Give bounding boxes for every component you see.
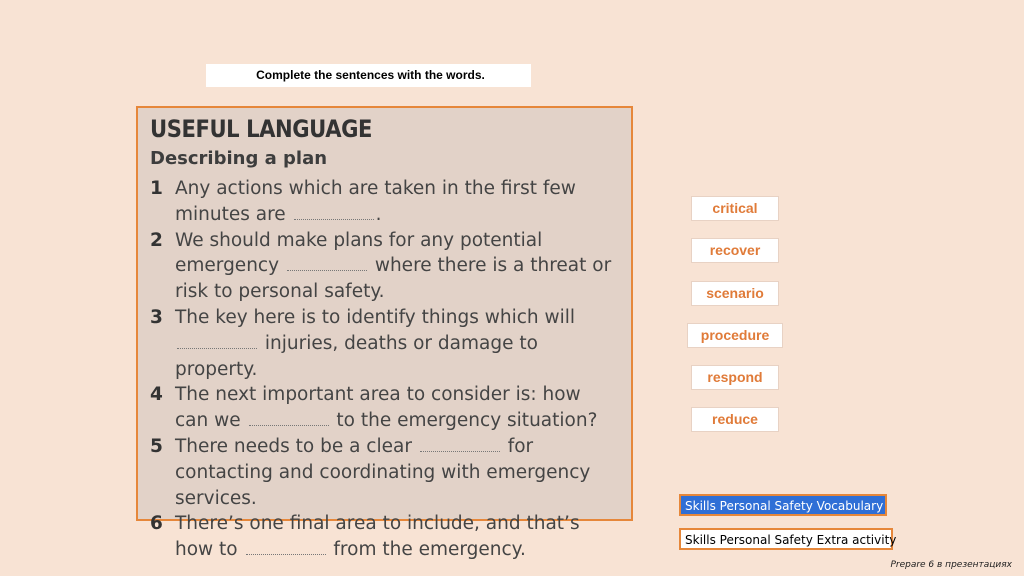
sentence-text: from the emergency. <box>333 539 526 561</box>
sentence-item <box>150 511 617 563</box>
sentence-text: We should make plans for any potential emergency <box>175 229 543 277</box>
sentence-text: There’s one final area to include, and that’s how to <box>175 513 580 561</box>
vocabulary-link-button[interactable]: Skills Personal Safety Vocabulary <box>679 494 887 516</box>
word-card-reduce[interactable]: reduce <box>691 407 779 432</box>
extra-activity-link-button[interactable]: Skills Personal Safety Extra activity <box>679 528 893 550</box>
sentence-number: 4 <box>150 384 163 406</box>
sentence-text: There needs to be a clear <box>175 435 412 457</box>
sentence-text: injuries, deaths or damage to property. <box>175 332 538 380</box>
sentence-text: The next important area to consider is: how can we <box>175 384 581 432</box>
sentence-item <box>150 176 617 228</box>
sentence-item <box>150 305 617 382</box>
answer-blank[interactable] <box>249 411 329 426</box>
word-card-critical[interactable]: critical <box>691 196 779 221</box>
sentence-item <box>150 434 617 511</box>
sentence-text: The key here is to identify things which will <box>175 306 576 328</box>
sentence-number: 5 <box>150 435 163 457</box>
word-card-recover[interactable]: recover <box>691 238 779 263</box>
sentence-item <box>150 382 617 434</box>
footer-note: Prepare 6 в презентациях <box>890 560 1012 570</box>
word-card-procedure[interactable]: procedure <box>687 323 783 348</box>
word-card-respond[interactable]: respond <box>691 365 779 390</box>
instruction-label: Complete the sentences with the words. <box>206 64 531 87</box>
answer-blank[interactable] <box>246 540 326 555</box>
word-card-scenario[interactable]: scenario <box>691 281 779 306</box>
sentence-number: 2 <box>150 229 163 251</box>
sentence-text: where there is a threat or risk to personal safety. <box>175 255 612 303</box>
answer-blank[interactable] <box>294 205 374 220</box>
box-heading: USEFUL LANGUAGE <box>150 115 373 143</box>
sentence-number: 3 <box>150 306 163 328</box>
box-subheading: Describing a plan <box>150 148 328 169</box>
useful-language-box <box>136 106 633 561</box>
sentence-item <box>150 228 617 305</box>
sentence-text: for contacting and coordinating with emergency services. <box>175 435 591 509</box>
sentence-number: 1 <box>150 178 163 199</box>
sentence-text: to the emergency situation? <box>336 410 598 432</box>
answer-blank[interactable] <box>420 437 500 452</box>
sentence-number: 6 <box>150 513 163 535</box>
sentence-text: . <box>375 203 382 225</box>
answer-blank[interactable] <box>177 334 257 349</box>
answer-blank[interactable] <box>287 256 367 271</box>
sentence-text: Any actions which are taken in the first few minutes are <box>175 178 576 225</box>
